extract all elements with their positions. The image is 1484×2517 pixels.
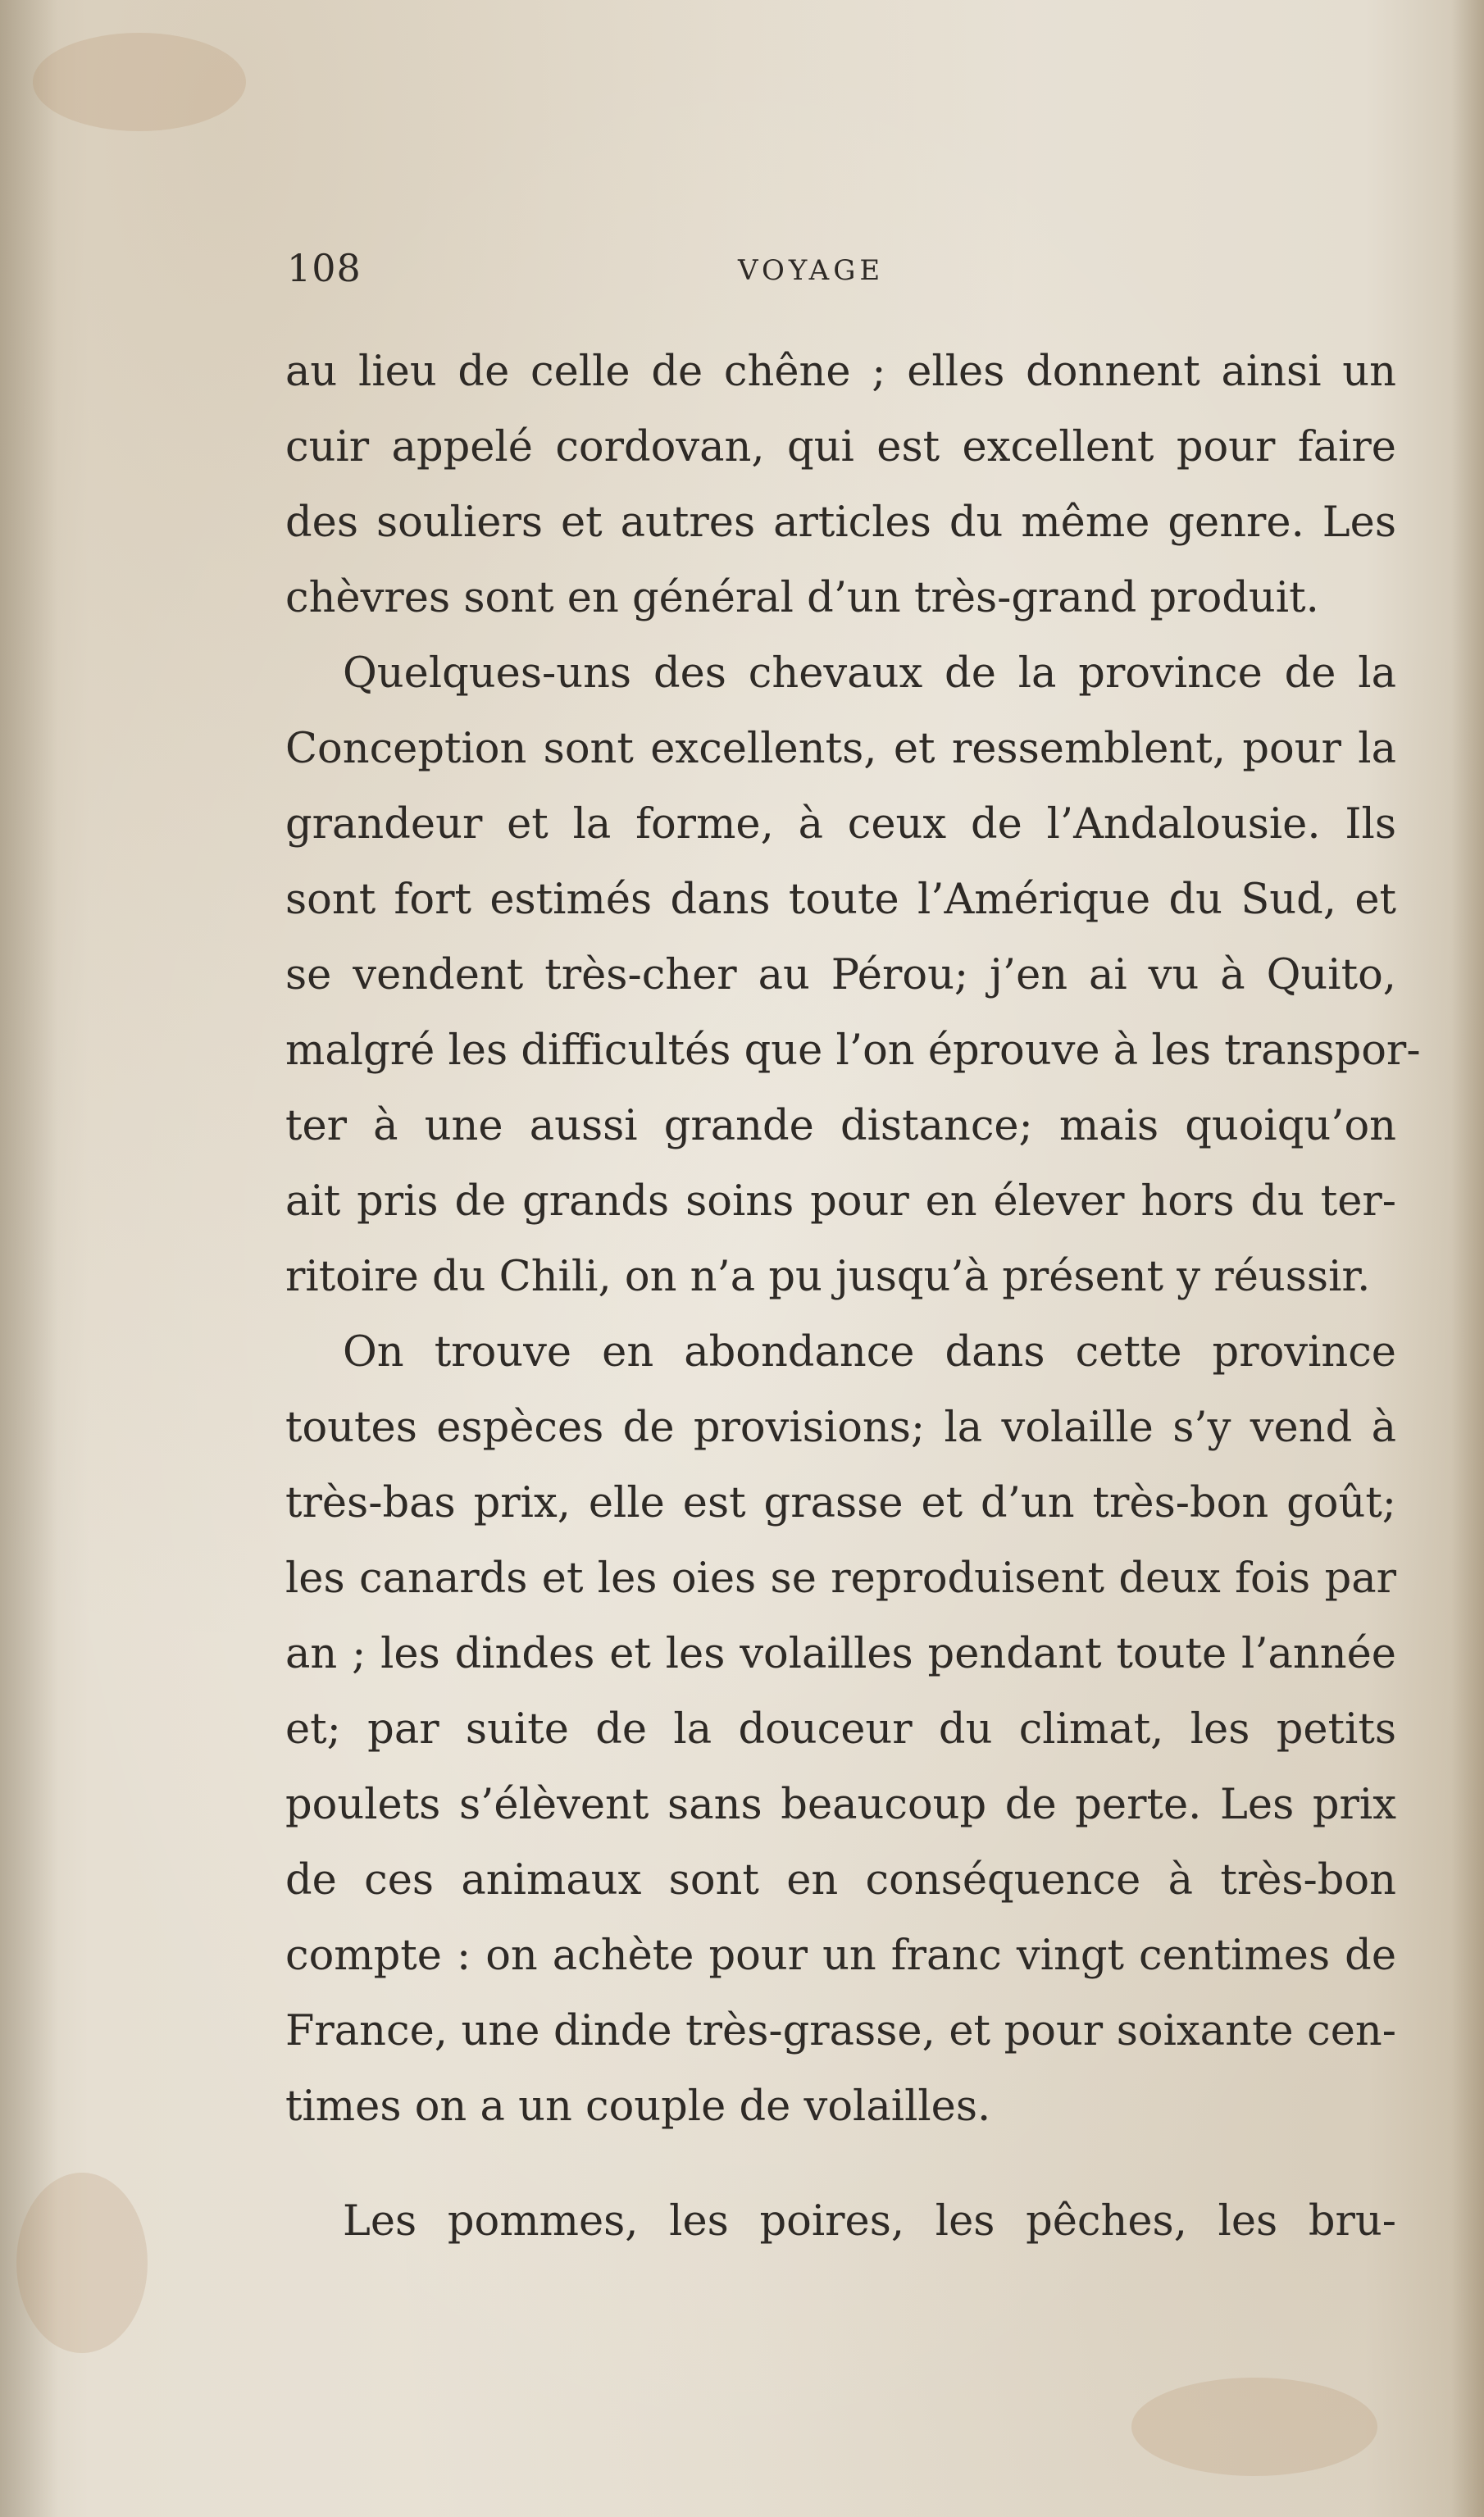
text-line: de ces animaux sont en conséquence à très-bon — [285, 1856, 1396, 1905]
text-line: ait pris de grands soins pour en élever hors du ter- — [285, 1177, 1396, 1226]
text-line: au lieu de celle de chêne ; elles donnent ainsi un — [285, 348, 1396, 396]
text-line: an ; les dindes et les volailles pendant toute l’année — [285, 1630, 1396, 1678]
text-line: compte : on achète pour un franc vingt centimes de — [285, 1932, 1396, 1980]
spine-shadow — [0, 0, 57, 2517]
text-line: des souliers et autres articles du même genre. Les — [285, 498, 1396, 547]
text-line: poulets s’élèvent sans beaucoup de perte. Les prix — [285, 1781, 1396, 1829]
text-line: On trouve en abondance dans cette province — [343, 1328, 1396, 1377]
text-line: et; par suite de la douceur du climat, les petits — [285, 1705, 1396, 1754]
paper-stain — [33, 33, 246, 131]
page-number: 108 — [287, 246, 362, 290]
body-text — [285, 335, 1421, 2260]
text-line: ter à une aussi grande distance; mais quoiqu’on — [285, 1102, 1396, 1150]
text-line: se vendent très-cher au Pérou; j’en ai vu à Quito, — [285, 951, 1396, 999]
text-line: France, une dinde très-grasse, et pour soixante cen- — [285, 2007, 1396, 2055]
text-line: très-bas prix, elle est grasse et d’un très-bon goût; — [285, 1479, 1396, 1527]
running-head: VOYAGE — [738, 254, 885, 287]
text-line: sont fort estimés dans toute l’Amérique du Sud, et — [285, 876, 1396, 924]
page-edge — [1451, 0, 1484, 2517]
text-line: ritoire du Chili, on n’a pu jusqu’à présent y réussir. — [285, 1253, 1371, 1301]
text-line: grandeur et la forme, à ceux de l’Andalousie. Ils — [285, 800, 1396, 849]
text-line: les canards et les oies se reproduisent deux fois par — [285, 1554, 1396, 1603]
text-line: Les pommes, les poires, les pêches, les bru- — [343, 2197, 1396, 2246]
text-line: cuir appelé cordovan, qui est excellent pour faire — [285, 423, 1396, 471]
paper-stain — [1131, 2378, 1377, 2476]
text-line: Conception sont excellents, et ressemblent, pour la — [285, 725, 1396, 773]
paper-stain — [16, 2173, 148, 2353]
text-line: chèvres sont en général d’un très-grand produit. — [285, 574, 1319, 622]
text-line: malgré les difficultés que l’on éprouve à les transpor- — [285, 1026, 1421, 1075]
text-line: times on a un couple de volailles. — [285, 2082, 991, 2131]
text-line: Quelques-uns des chevaux de la province de la — [343, 649, 1396, 698]
text-line: toutes espèces de provisions; la volaille s’y vend à — [285, 1404, 1396, 1452]
page-header — [287, 246, 1402, 303]
